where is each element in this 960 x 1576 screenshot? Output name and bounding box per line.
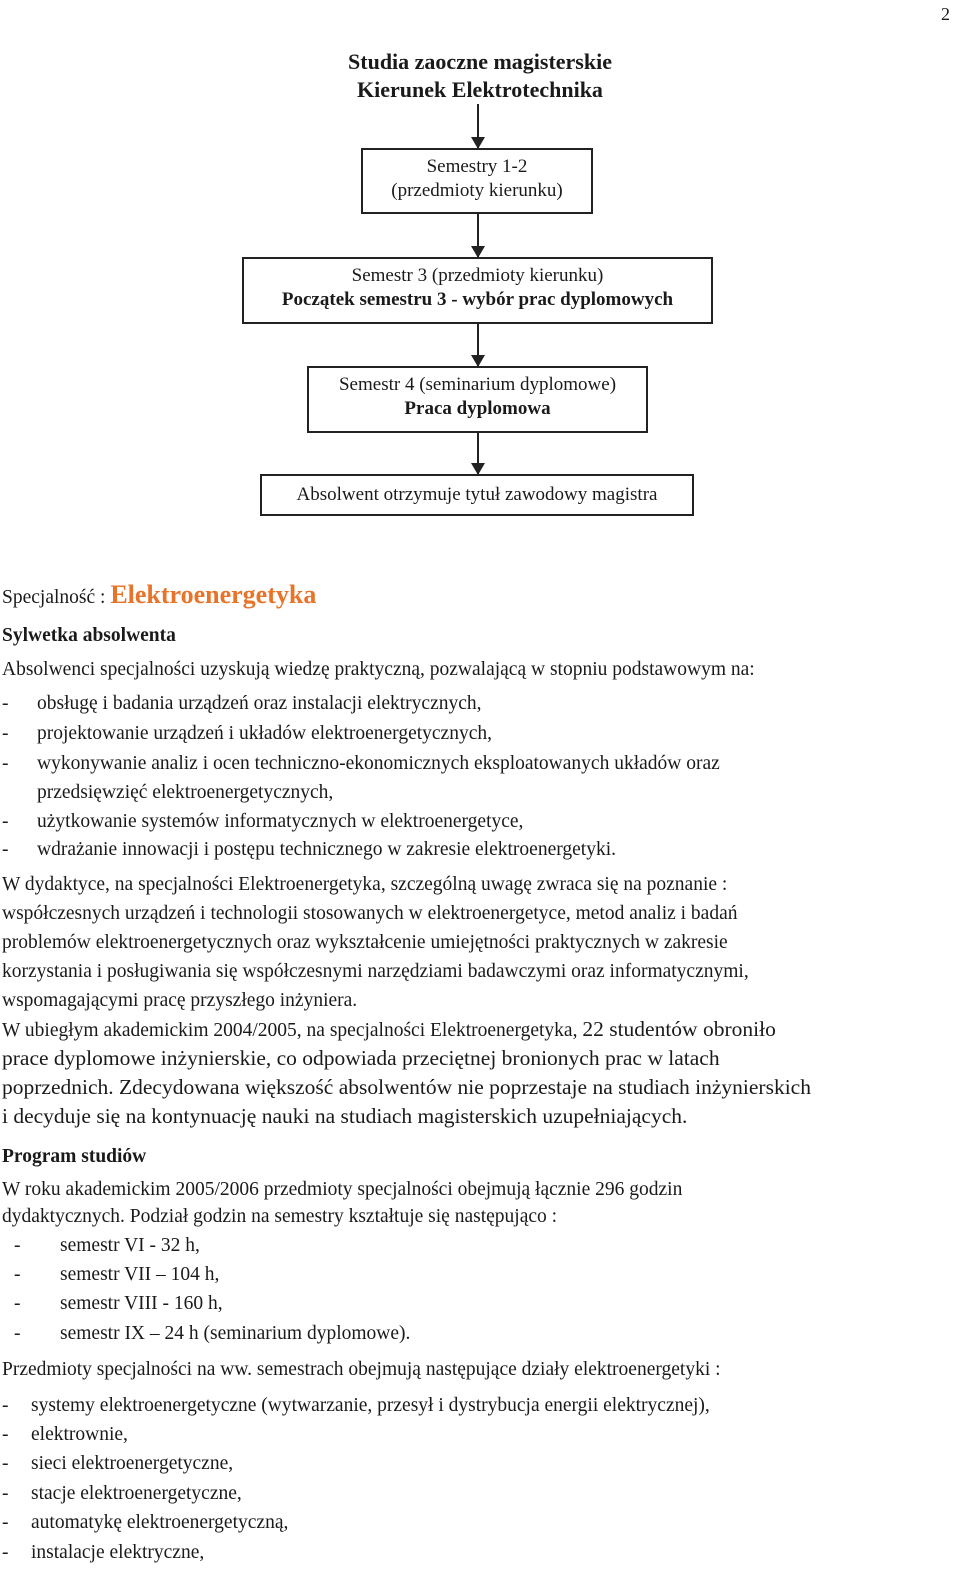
previous-year-line: prace dyplomowe inżynierskie, co odpowiada przeciętnej bronionych prac w latach [2, 1046, 720, 1070]
didactics-line: korzystania i posługiwania się współczesnymi narzędziami badawczymi oraz informatycznymi, [2, 961, 749, 982]
list-item-dash: - [2, 723, 9, 744]
semester-item: semestr VII – 104 h, [60, 1264, 220, 1285]
semester-item: semestr VIII - 160 h, [60, 1293, 223, 1314]
program-heading: Program studiów [2, 1146, 147, 1167]
arrow-3 [477, 324, 479, 366]
previous-year-line1 [2, 1017, 776, 1043]
didactics-line: współczesnych urządzeń i technologii stosowanych w elektroenergetyce, metod analiz i badań [2, 903, 738, 924]
box2-line2: Początek semestru 3 - wybór prac dyplomowych [281, 289, 674, 310]
list-item-dash: - [2, 1512, 9, 1533]
subjects-intro: Przedmioty specjalności na ww. semestrach obejmują następujące działy elektroenergetyki : [2, 1359, 721, 1380]
box3-line1: Semestr 4 (seminarium dyplomowe) [338, 374, 617, 395]
previous-year-line1-b: 22 studentów obroniło [582, 1017, 776, 1041]
list-item-dash: - [14, 1235, 21, 1256]
specialty-line [2, 580, 316, 613]
program-line1: W roku akademickim 2005/2006 przedmioty specjalności obejmują łącznie 296 godzin [2, 1179, 683, 1200]
list-item-dash: - [2, 1395, 9, 1416]
flow-box-semesters-1-2 [361, 148, 593, 214]
list-item-dash: - [14, 1293, 21, 1314]
box2-line1: Semestr 3 (przedmioty kierunku) [351, 265, 604, 286]
list-item-dash: - [2, 753, 9, 774]
semester-item: semestr IX – 24 h (seminarium dyplomowe). [60, 1323, 411, 1344]
subject-item: sieci elektroenergetyczne, [31, 1453, 234, 1474]
page-number: 2 [941, 4, 950, 24]
list-item-dash: - [2, 1424, 9, 1445]
profile-heading: Sylwetka absolwenta [2, 625, 176, 646]
didactics-line: problemów elektroenergetycznych oraz wykształcenie umiejętności praktycznych w zakresie [2, 932, 728, 953]
flow-title-line2: Kierunek Elektrotechnika [357, 77, 603, 102]
arrow-1 [477, 104, 479, 148]
didactics-line: W dydaktyce, na specjalności Elektroenergetyka, szczególną uwagę zwraca się na poznanie : [2, 874, 728, 895]
flow-box-graduate [260, 474, 694, 516]
subject-item: automatykę elektroenergetyczną, [31, 1512, 289, 1533]
list-item-dash: - [2, 811, 9, 832]
specialty-name: Elektroenergetyka [110, 580, 317, 609]
previous-year-line: i decyduje się na kontynuację nauki na studiach magisterskich uzupełniających. [2, 1104, 688, 1128]
arrow-4 [477, 433, 479, 474]
program-line2: dydaktycznych. Podział godzin na semestry kształtuje się następująco : [2, 1206, 558, 1227]
specialty-label: Specjalność : [2, 587, 106, 608]
box1-line2: (przedmioty kierunku) [391, 180, 563, 201]
flow-box-semester-3 [242, 257, 713, 324]
profile-item: użytkowanie systemów informatycznych w elektroenergetyce, [37, 811, 524, 832]
list-item-dash: - [2, 1483, 9, 1504]
box3-line2: Praca dyplomowa [404, 398, 551, 419]
subject-item: instalacje elektryczne, [31, 1542, 205, 1563]
subject-item: stacje elektroenergetyczne, [31, 1483, 242, 1504]
profile-item-continuation: przedsięwzięć elektroenergetycznych, [37, 782, 334, 803]
subject-item: elektrownie, [31, 1424, 128, 1445]
list-item-dash: - [14, 1264, 21, 1285]
list-item-dash: - [2, 1453, 9, 1474]
box4-line1: Absolwent otrzymuje tytuł zawodowy magistra [296, 484, 658, 505]
arrow-2 [477, 214, 479, 257]
list-item-dash: - [14, 1323, 21, 1344]
list-item-dash: - [2, 1542, 9, 1563]
semester-item: semestr VI - 32 h, [60, 1235, 200, 1256]
profile-intro: Absolwenci specjalności uzyskują wiedzę praktyczną, pozwalającą w stopniu podstawowym na: [2, 659, 755, 680]
profile-item: wdrażanie innowacji i postępu technicznego w zakresie elektroenergetyki. [37, 839, 616, 860]
previous-year-line: poprzednich. Zdecydowana większość absolwentów nie poprzestaje na studiach inżynierskich [2, 1075, 811, 1099]
subject-item: systemy elektroenergetyczne (wytwarzanie, przesył i dystrybucja energii elektrycznej), [31, 1395, 710, 1416]
list-item-dash: - [2, 839, 9, 860]
profile-item: projektowanie urządzeń i układów elektroenergetycznych, [37, 723, 492, 744]
list-item-dash: - [2, 693, 9, 714]
profile-item: obsługę i badania urządzeń oraz instalacji elektrycznych, [37, 693, 482, 714]
box1-line1: Semestry 1-2 [426, 156, 528, 177]
didactics-line: wspomagającymi pracę przyszłego inżyniera. [2, 990, 358, 1011]
previous-year-line1-a: W ubiegłym akademickim 2004/2005, na specjalności Elektroenergetyka, [2, 1020, 583, 1041]
profile-item: wykonywanie analiz i ocen techniczno-ekonomicznych eksploatowanych układów oraz [37, 753, 720, 774]
flow-title-line1: Studia zaoczne magisterskie [348, 49, 612, 74]
flow-box-semester-4 [307, 366, 648, 433]
